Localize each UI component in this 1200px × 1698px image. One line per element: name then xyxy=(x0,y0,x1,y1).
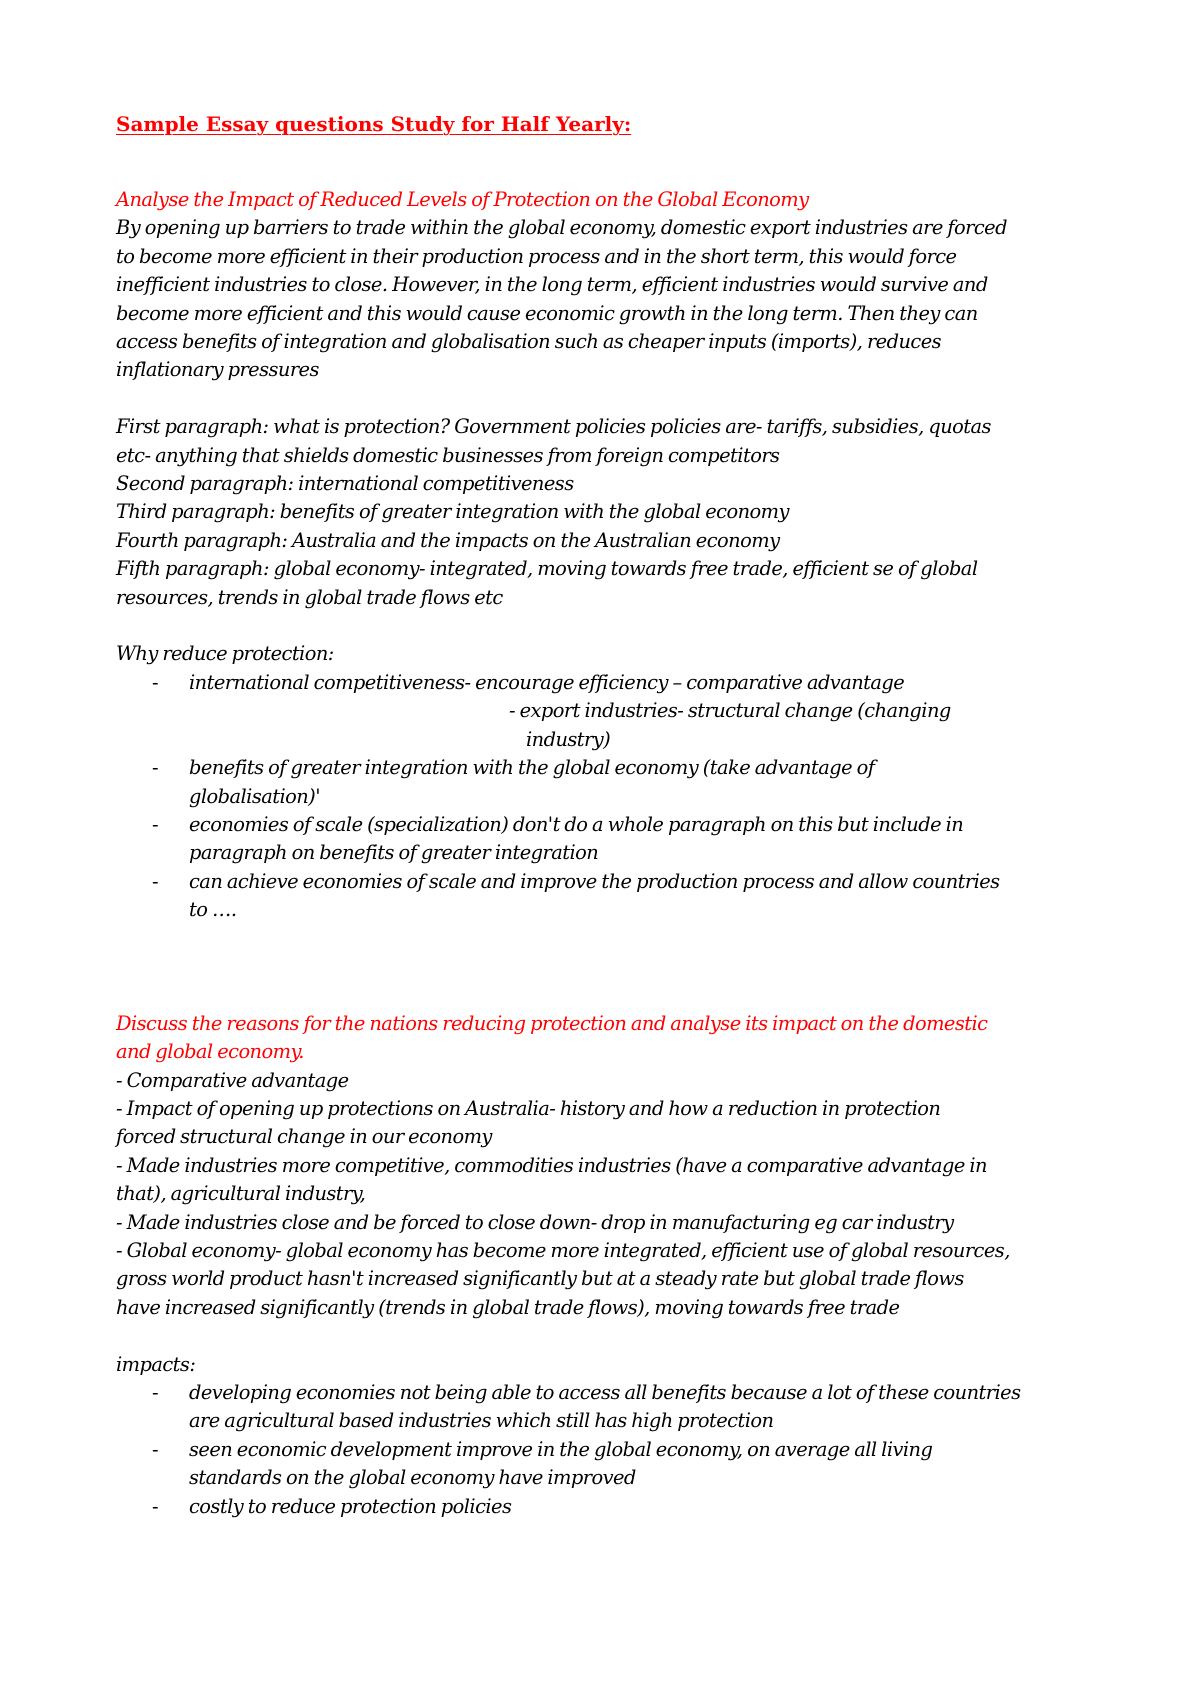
section-1-body-line: By opening up barriers to trade within the global economy, domestic export industries are forced xyxy=(116,216,1007,240)
section-2-body-line: that), agricultural industry, xyxy=(116,1182,366,1206)
section-2-heading: Discuss the reasons for the nations reducing protection and analyse its impact on the domestic xyxy=(116,1011,988,1035)
list-item-text: to …. xyxy=(189,898,237,922)
impacts-heading: impacts: xyxy=(116,1352,196,1376)
list-item-text: globalisation)' xyxy=(189,784,320,808)
paragraph-plan-line: First paragraph: what is protection? Government policies policies are- tariffs, subsidies, quotas xyxy=(116,415,991,439)
spacer xyxy=(116,385,1116,413)
section-2-body-line: - Made industries more competitive, commodities industries (have a comparative advantage in xyxy=(116,1153,987,1177)
document-title: Sample Essay questions Study for Half Yearly: xyxy=(116,112,632,136)
list-item-text: standards on the global economy have improved xyxy=(189,1466,636,1490)
section-2-body-line: forced structural change in our economy xyxy=(116,1125,492,1149)
list-item xyxy=(116,811,1116,868)
list-item-text: can achieve economies of scale and improve the production process and allow countries xyxy=(189,869,1000,893)
list-item xyxy=(116,1436,1116,1493)
list-item-text: are agricultural based industries which still has high protection xyxy=(189,1409,774,1433)
list-item xyxy=(116,669,1116,754)
paragraph-plan-line: resources, trends in global trade flows etc xyxy=(116,585,503,609)
paragraph-plan-line: Fifth paragraph: global economy- integrated, moving towards free trade, efficient se of global xyxy=(116,557,978,581)
section-2-body-line: gross world product hasn't increased significantly but at a steady rate but global trade flows xyxy=(116,1267,964,1291)
list-item-text: international competitiveness- encourage efficiency – comparative advantage xyxy=(189,670,905,694)
spacer xyxy=(116,612,1116,640)
section-1-heading: Analyse the Impact of Reduced Levels of Protection on the Global Economy xyxy=(116,188,809,211)
spacer xyxy=(116,925,1116,1010)
section-2-body-line: - Impact of opening up protections on Australia- history and how a reduction in protection xyxy=(116,1096,941,1120)
paragraph-plan-line: etc- anything that shields domestic businesses from foreign competitors xyxy=(116,443,780,467)
list-item-text: economies of scale (specialization) don't do a whole paragraph on this but include in xyxy=(189,812,964,836)
spacer xyxy=(116,1322,1116,1350)
section-1-body-line: access benefits of integration and globalisation such as cheaper inputs (imports), reduces xyxy=(116,330,942,354)
list-item-text: paragraph on benefits of greater integration xyxy=(189,841,599,865)
list-item-text: costly to reduce protection policies xyxy=(189,1494,512,1518)
section-2-heading: and global economy. xyxy=(116,1040,304,1064)
section-1 xyxy=(116,186,1116,925)
section-1-body-line: to become more efficient in their production process and in the short term, this would force xyxy=(116,244,957,268)
list-item-text: seen economic development improve in the global economy, on average all living xyxy=(189,1437,933,1461)
section-2 xyxy=(116,1010,1116,1521)
list-item xyxy=(116,1493,1116,1521)
section-1-body-line: become more efficient and this would cause economic growth in the long term. Then they can xyxy=(116,301,978,325)
section-2-body-line: - Comparative advantage xyxy=(116,1068,349,1092)
list-item xyxy=(116,754,1116,811)
paragraph-plan-line: Fourth paragraph: Australia and the impacts on the Australian economy xyxy=(116,528,780,552)
paragraph-plan-line: Second paragraph: international competitiveness xyxy=(116,472,574,496)
list-item xyxy=(116,868,1116,925)
section-2-body-line: - Global economy- global economy has become more integrated, efficient use of global resources, xyxy=(116,1238,1010,1262)
list-item xyxy=(116,1379,1116,1436)
list-item-text: industry) xyxy=(526,727,611,751)
section-1-body-line: inefficient industries to close. However, in the long term, efficient industries would survive and xyxy=(116,273,988,297)
paragraph-plan-line: Third paragraph: benefits of greater integration with the global economy xyxy=(116,500,789,524)
section-2-body-line: - Made industries close and be forced to close down- drop in manufacturing eg car industry xyxy=(116,1210,954,1234)
section-2-body-line: have increased significantly (trends in global trade flows), moving towards free trade xyxy=(116,1295,900,1319)
spacer xyxy=(116,138,1116,186)
list-item-text: developing economies not being able to access all benefits because a lot of these countries xyxy=(189,1380,1021,1404)
list-item-text: - export industries- structural change (changing xyxy=(509,699,951,723)
document-page xyxy=(116,110,1116,1521)
list-item-text: benefits of greater integration with the global economy (take advantage of xyxy=(189,756,875,780)
section-1-body-line: inflationary pressures xyxy=(116,358,319,382)
why-reduce-list xyxy=(116,669,1116,925)
impacts-list xyxy=(116,1379,1116,1521)
why-reduce-heading: Why reduce protection: xyxy=(116,642,334,666)
